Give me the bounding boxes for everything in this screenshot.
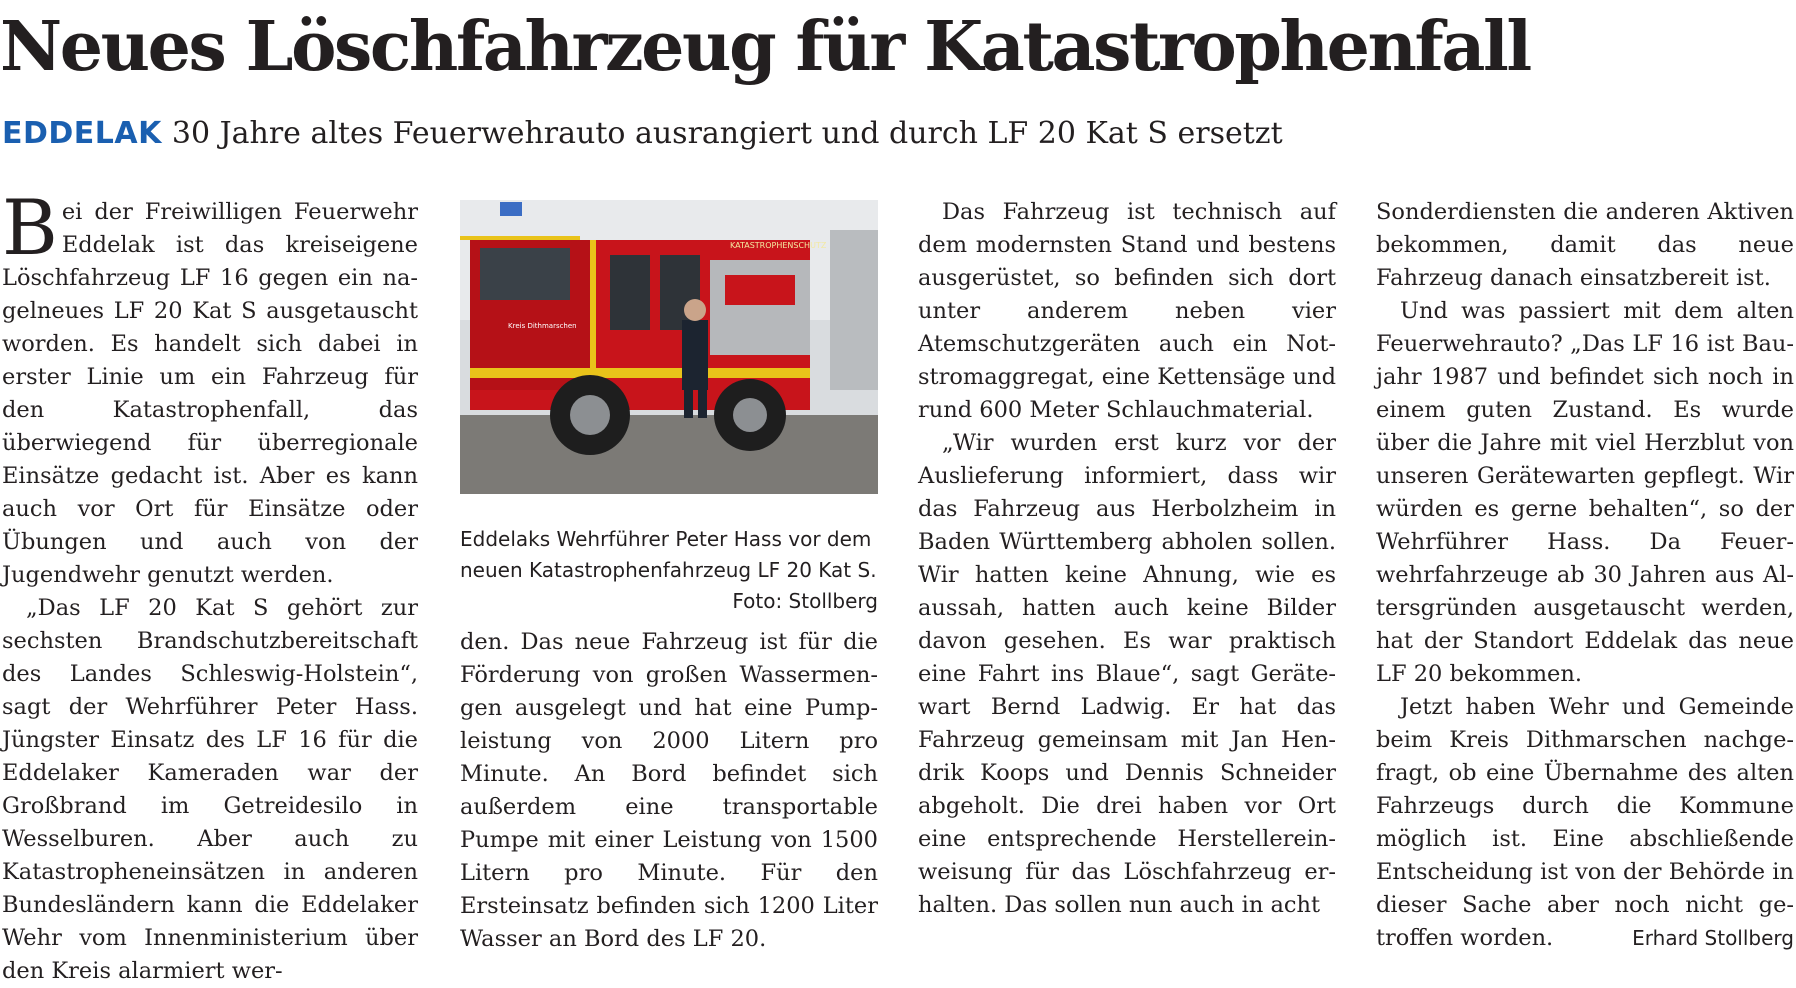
- paragraph: [2, 183, 418, 592]
- caption-text: Eddelaks Wehrführer Peter Hass vor dem neuen Katastrophenfahrzeug LF 20 Kat S.: [460, 527, 877, 582]
- paragraph: Und was passiert mit dem alten Feuerwehrauto? „Das LF 16 ist Baujahr 1987 und befindet sich noch in einem guten Zustand. Es wurde über die Jahre mit viel Herzblut von unseren Gerätewarten gepflegt. Wir würden es gerne behalten“, so der Wehrführer Hass. Da Feuerwehrfahrzeuge ab 30 Jahren aus Altersgründen ausgetauscht werden, hat der Standort Eddelak das neue LF 20 bekommen.: [1376, 298, 1794, 687]
- subheadline-line: [2, 112, 1283, 156]
- subheadline: 30 Jahre altes Feuerwehrauto ausrangiert und durch LF 20 Kat S ersetzt: [171, 116, 1283, 151]
- author-byline: Erhard Stollberg: [1632, 926, 1794, 950]
- paragraph: den. Das neue Fahrzeug ist für die Förderung von großen Wassermengen ausgelegt und hat eine Pumpleistung von 2000 Litern pro Minute. An Bord befindet sich außerdem eine transportable Pumpe mit einer Leistung von 1500 Litern pro Minute. Für den Ersteinsatz befinden sich 1200 Liter Wasser an Bord des LF 20.: [460, 629, 878, 952]
- paragraph: „Wir wurden erst kurz vor der Auslieferung informiert, dass wir das Fahrzeug aus Herbolzheim in Baden Württemberg abholen sollen. Wir hatten keine Ahnung, wie es aussah, hatten auch keine Bilder davon gesehen. Es war praktisch eine Fahrt ins Blaue“, sagt Gerätewart Bernd Ladwig. Er hat das Fahrzeug gemeinsam mit Jan Hendrik Koops und Dennis Schneider abgeholt. Die drei haben vor Ort eine entsprechende Herstellereinweisung für das Löschfahrzeug erhalten. Das sollen nun auch in acht: [918, 430, 1336, 918]
- photo-caption: [460, 524, 878, 617]
- truck-label: KATASTROPHENSCHUTZ: [730, 241, 827, 250]
- door-label: Kreis Dithmarschen: [508, 322, 577, 330]
- fire-truck-illustration: [460, 200, 878, 494]
- paragraph: [1376, 691, 1794, 955]
- fire-truck-photo: [460, 200, 878, 494]
- paragraph: Sonderdiensten die anderen Aktiven bekommen, damit das neue Fahrzeug danach einsatzbereit ist.: [1376, 199, 1794, 291]
- kicker-location: EDDELAK: [2, 116, 162, 151]
- paragraph-text: ei der Freiwilligen Feuerwehr Eddelak ist das kreiseigene Löschfahrzeug LF 16 gegen ein nagelneues LF 20 Kat S ausgetauscht worden. Es handelt sich dabei in erster Linie um ein Fahrzeug für den Katastrophenfall, das überwiegend für überregionale Einsätze gedacht ist. Aber es kann auch vor Ort für Einsätze oder Übungen und auch von der Jugendwehr genutzt werden.: [2, 199, 418, 588]
- dropcap: B: [2, 183, 58, 272]
- column-3: [918, 196, 1336, 922]
- column-4: [1376, 196, 1794, 955]
- column-1: [2, 183, 418, 988]
- paragraph-text: Jetzt haben Wehr und Gemeinde beim Kreis Dithmarschen nachgefragt, ob eine Übernahme des alten Fahrzeugs durch die Kommune möglich ist. Eine abschließende Entscheidung ist von der Behörde in dieser Sache aber noch nicht getroffen worden.: [1376, 694, 1794, 951]
- headline: Neues Löschfahrzeug für Katastrophenfall: [0, 7, 1530, 87]
- paragraph: Das Fahrzeug ist technisch auf dem modernsten Stand und bestens ausgerüstet, so befinden sich dort unter anderem neben vier Atemschutzgeräten auch ein Notstromaggregat, eine Kettensäge und rund 600 Meter Schlauchmaterial.: [918, 199, 1336, 423]
- photo-credit: Foto: Stollberg: [732, 589, 878, 613]
- column-2: [460, 626, 878, 956]
- paragraph: „Das LF 20 Kat S gehört zur sechsten Brandschutzbereitschaft des Landes Schleswig-Holstein“, sagt der Wehrführer Peter Hass. Jüngster Einsatz des LF 16 für die Eddelaker Kameraden war der Großbrand im Getreidesilo in Wesselburen. Aber auch zu Katastropheneinsätzen in anderen Bundesländern kann die Eddelaker Wehr vom Innenministerium über den Kreis alarmiert wer-: [2, 595, 418, 984]
